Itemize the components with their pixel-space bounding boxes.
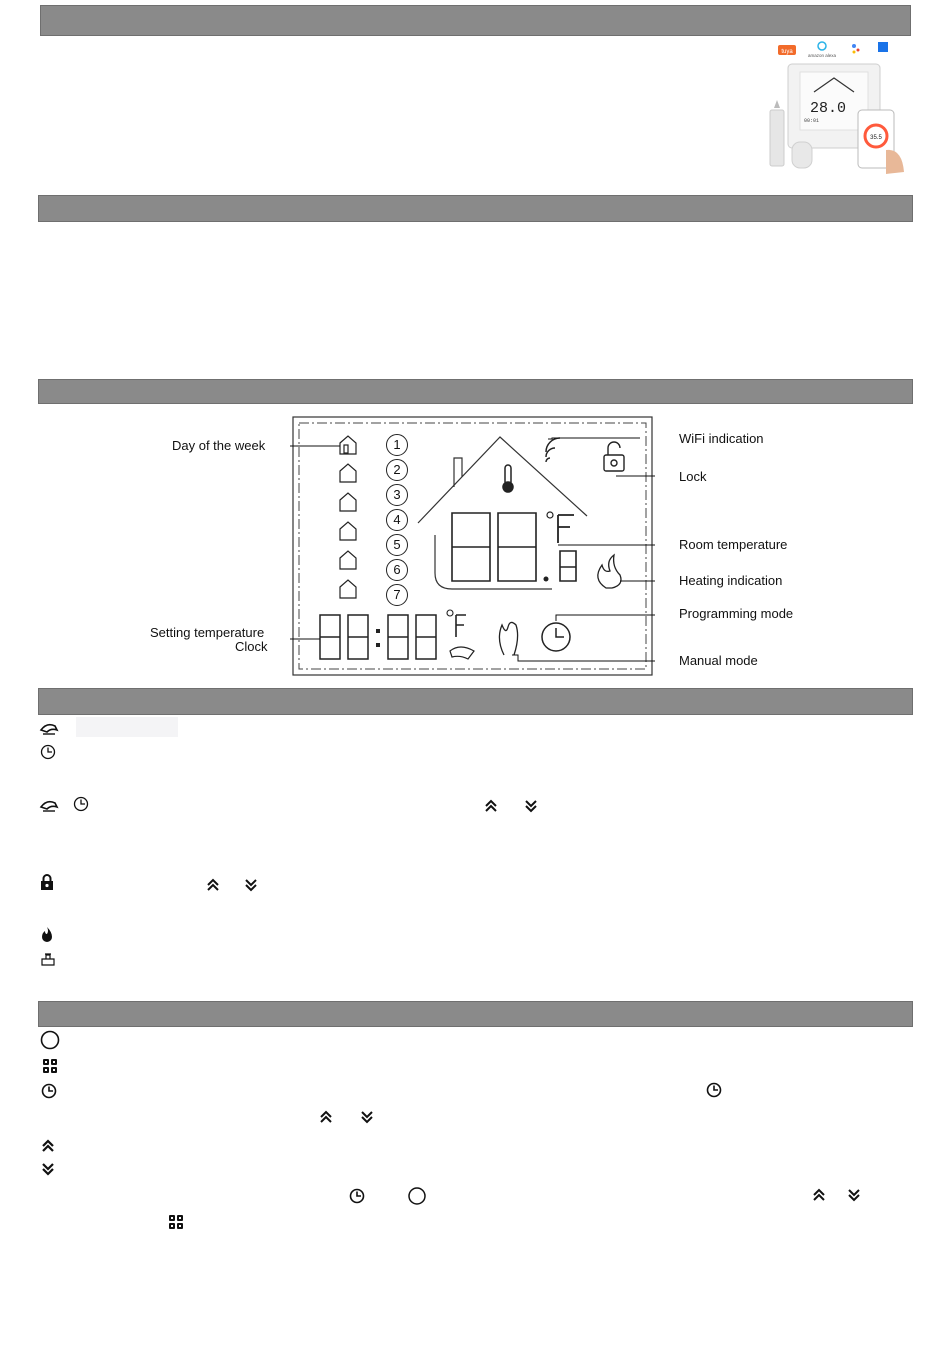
label-programming-mode: Programming mode [679,606,794,621]
lcd-outer-frame [293,417,652,675]
label-lock: Lock [679,469,707,484]
label-heating-indication: Heating indication [679,573,783,588]
phone-reading: 35.5 [870,135,882,141]
app-icon [878,42,888,52]
alexa-text: amazon alexa [807,53,837,58]
chevron-down-icon-2 [243,877,259,893]
section-bar-3 [38,379,913,404]
lcd-diagram [290,415,656,678]
thermometer-icon [503,465,513,492]
manual-hand-icon-2 [39,795,59,815]
tuya-badge-text: tuya [781,49,793,55]
clock-icon-3 [41,1083,57,1099]
clock-icon-4 [706,1082,722,1098]
label-manual-mode: Manual mode [679,653,758,668]
speaker-device [770,110,784,166]
clock-icon [40,744,56,760]
degree-symbol [547,512,553,518]
label-day-of-week: Day of the week [172,438,266,453]
clock-digits [320,615,436,659]
valve-icon [40,951,56,967]
manual-hand-icon [39,718,59,738]
chevron-down-icon [523,798,539,814]
day-number-4: 4 [386,509,408,531]
day-number-7: 7 [386,584,408,606]
chevron-up-icon-2 [205,877,221,893]
section-bar-1 [40,5,911,36]
device-small-reading: 00:01 [804,118,820,124]
manual-mode-icon [499,622,517,655]
flame-icon [598,555,621,588]
clock-icon-2 [73,796,89,812]
chevron-up-icon-4 [40,1138,56,1154]
day-number-5: 5 [386,534,408,556]
day-icons [340,436,356,598]
chevron-up-icon-3 [318,1109,334,1125]
chevron-up-icon-5 [811,1187,827,1203]
alexa-icon [818,42,826,50]
chevron-down-icon-3 [359,1109,375,1125]
fahrenheit-symbol [558,515,574,543]
clock-icon-5 [349,1188,365,1204]
lcd-inner-frame [299,423,646,669]
day-number-1: 1 [386,434,408,456]
device-reading: 28.0 [809,100,846,117]
chevron-down-icon-5 [846,1187,862,1203]
chevron-down-icon-4 [40,1161,56,1177]
decimal-point [544,577,549,582]
house-roof [418,437,587,523]
product-photo [766,40,906,175]
wifi-icon [546,438,560,462]
menu-grid-icon [42,1058,58,1074]
hand-shape [886,150,904,174]
lock-icon-small [39,874,55,890]
section-bar-4 [38,688,913,715]
power-circle-icon-2 [407,1186,427,1206]
day-number-6: 6 [386,559,408,581]
section-bar-5 [38,1001,913,1027]
day-number-3: 3 [386,484,408,506]
menu-grid-icon-2 [168,1214,184,1230]
programming-clock-icon [542,623,570,651]
google-assistant-icon [852,44,856,48]
house-chimney [454,458,462,487]
power-circle-icon [40,1030,60,1050]
flame-icon-small [39,926,55,942]
label-room-temperature: Room temperature [679,537,788,552]
label-setting-temperature: Setting temperature [150,625,265,640]
text-highlight-placeholder [76,717,178,737]
label-wifi-indication: WiFi indication [679,431,764,446]
manual-hand-small-icon [450,647,474,659]
label-clock: Clock [235,639,268,654]
chevron-up-icon [483,798,499,814]
section-bar-2 [38,195,913,222]
lock-icon [604,442,624,471]
google-home-device [792,142,812,168]
day-number-2: 2 [386,459,408,481]
